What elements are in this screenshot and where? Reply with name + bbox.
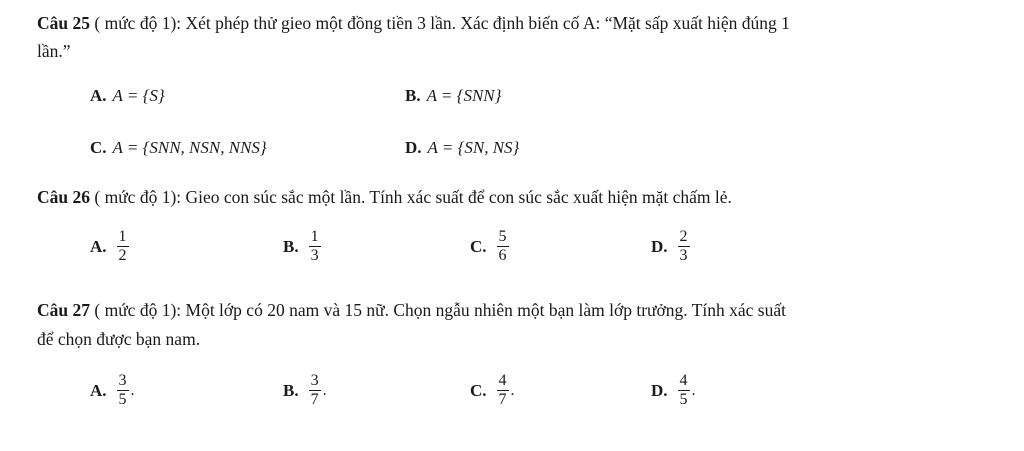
q26-option-c-letter: C. (470, 236, 487, 256)
q25-option-b-expr: A = {SNN} (426, 86, 502, 105)
q27-option-a-suffix: . (130, 381, 135, 399)
fraction-numerator: 2 (679, 228, 688, 245)
fraction-numerator: 3 (310, 372, 319, 389)
q27-option-c (470, 372, 515, 409)
q27-option-a-fraction (117, 372, 129, 409)
fraction-denominator: 3 (310, 247, 319, 264)
q25-option-a (90, 86, 165, 106)
q27-line1 (37, 299, 786, 321)
q27-option-b-suffix: . (322, 381, 327, 399)
q26-option-a-letter: A. (90, 236, 107, 256)
q25-text-line1: ( mức độ 1): Xét phép thử gieo một đồng tiền 3 lần. Xác định biến cố A: “Mặt sấp xuất hiện đúng 1 (90, 13, 790, 33)
q26-option-b (283, 228, 321, 265)
q25-line1 (37, 12, 790, 34)
fraction-numerator: 4 (679, 372, 688, 389)
fraction-numerator: 1 (310, 228, 319, 245)
q27-label: Câu 27 (37, 300, 90, 320)
q27-option-d-letter: D. (651, 380, 668, 400)
q27-option-a (90, 372, 135, 409)
q25-text-line2: lần.” (37, 41, 71, 61)
fraction-denominator: 5 (118, 391, 127, 408)
fraction-denominator: 6 (498, 247, 507, 264)
fraction-numerator: 5 (498, 228, 507, 245)
q26-option-c (470, 228, 509, 265)
q27-option-b-fraction (309, 372, 321, 409)
q27-text-line1: ( mức độ 1): Một lớp có 20 nam và 15 nữ. Chọn ngẫu nhiên một bạn làm lớp trưởng. Tính xác suất (90, 300, 787, 320)
q25-option-d (405, 138, 519, 158)
q25-option-c-expr: A = {SNN, NSN, NNS} (112, 138, 267, 157)
q25-option-a-expr: A = {S} (112, 86, 165, 105)
q26-option-d-letter: D. (651, 236, 668, 256)
q26-option-a-fraction (117, 228, 129, 265)
fraction-numerator: 4 (498, 372, 507, 389)
q27-option-b (283, 372, 327, 409)
q27-option-c-suffix: . (510, 381, 515, 399)
q27-option-d-fraction (678, 372, 690, 409)
q26-option-c-fraction (497, 228, 509, 265)
q25-option-b (405, 86, 501, 106)
q26-option-d-fraction (678, 228, 690, 265)
q26-option-a (90, 228, 129, 265)
q25-option-c (90, 138, 267, 158)
fraction-denominator: 7 (310, 391, 319, 408)
q25-line2 (37, 40, 71, 62)
q26-option-b-fraction (309, 228, 321, 265)
q25-option-d-expr: A = {SN, NS} (427, 138, 520, 157)
fraction-denominator: 7 (498, 391, 507, 408)
q26-text-line1: ( mức độ 1): Gieo con súc sắc một lần. Tính xác suất để con súc sắc xuất hiện mặt chấm lẻ. (90, 187, 732, 207)
q25-option-c-letter: C. (90, 138, 107, 157)
q27-line2 (37, 328, 200, 350)
fraction-denominator: 2 (118, 247, 127, 264)
fraction-numerator: 3 (118, 372, 127, 389)
q26-label: Câu 26 (37, 187, 90, 207)
q27-option-b-letter: B. (283, 380, 299, 400)
fraction-denominator: 5 (679, 391, 688, 408)
q25-option-d-letter: D. (405, 138, 422, 157)
q27-option-c-letter: C. (470, 380, 487, 400)
q25-option-b-letter: B. (405, 86, 421, 105)
q26-option-d (651, 228, 690, 265)
q27-option-d (651, 372, 696, 409)
q27-text-line2: để chọn được bạn nam. (37, 329, 201, 349)
q27-option-a-letter: A. (90, 380, 107, 400)
q26-line1 (37, 186, 732, 208)
q27-option-c-fraction (497, 372, 509, 409)
fraction-denominator: 3 (679, 247, 688, 264)
q25-label: Câu 25 (37, 13, 90, 33)
fraction-numerator: 1 (118, 228, 127, 245)
q27-option-d-suffix: . (691, 381, 696, 399)
q26-option-b-letter: B. (283, 236, 299, 256)
q25-option-a-letter: A. (90, 86, 107, 105)
